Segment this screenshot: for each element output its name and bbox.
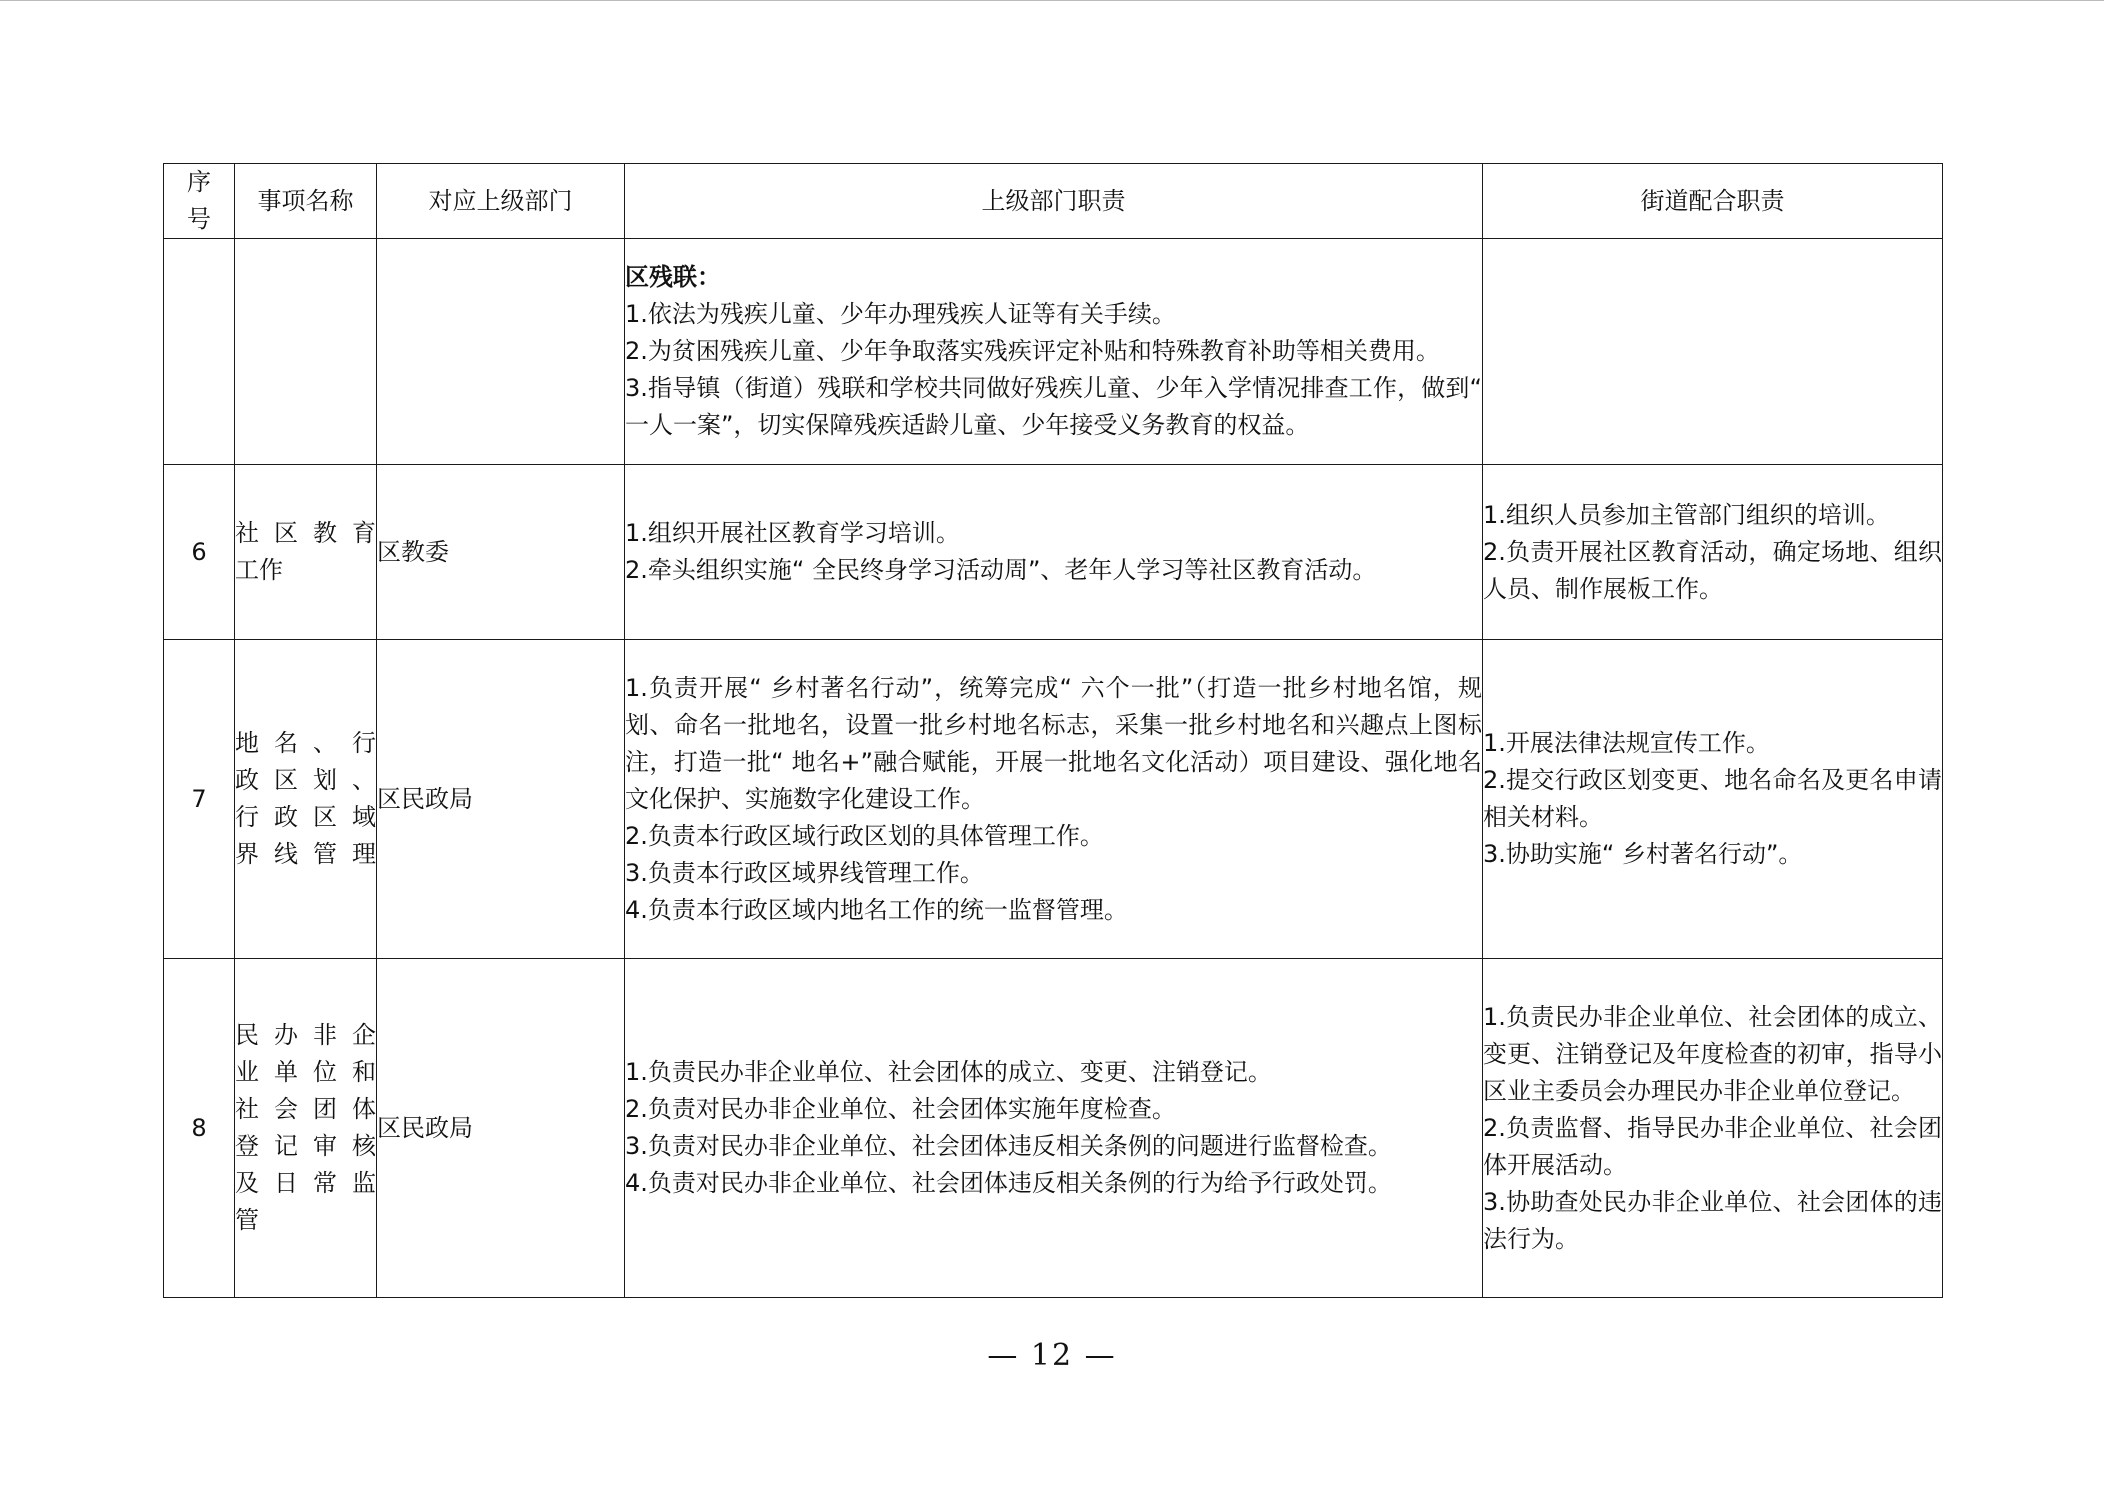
row-item-name: 地名、行 政区划、 行政区域 界线管理 [235, 640, 377, 959]
duty-table [163, 163, 1943, 1298]
row-item-name: 民办非企 业单位和 社会团体 登记审核 及日常监 管 [235, 959, 377, 1298]
duty-item: 2.负责对民办非企业单位、社会团体实施年度检查。 [625, 1095, 1176, 1123]
page-top-border [0, 0, 2104, 1]
table-row [164, 465, 1943, 640]
table-row [164, 239, 1943, 465]
row-street-duties [1483, 239, 1943, 465]
row-duties [625, 465, 1483, 640]
duties-title: 区残联： [625, 263, 721, 291]
row-dept: 区教委 [377, 465, 625, 640]
duty-item: 2.为贫困残疾儿童、少年争取落实残疾评定补贴和特殊教育补助等相关费用。 [625, 337, 1440, 365]
duty-item: 3.指导镇（街道）残联和学校共同做好残疾儿童、少年入学情况排查工作，做到“ 一人一案”，切实保障残疾适龄儿童、少年接受义务教育的权益。 [625, 374, 1482, 439]
page-number: — 12 — [987, 1338, 1117, 1373]
table-row [164, 640, 1943, 959]
duty-item: 2.负责本行政区域行政区划的具体管理工作。 [625, 821, 1104, 850]
duty-item: 3.负责本行政区域界线管理工作。 [625, 858, 984, 887]
row-dept: 区民政局 [377, 640, 625, 959]
duty-item: 2.牵头组织实施“ 全民终身学习活动周”、老年人学习等社区教育活动。 [625, 556, 1377, 584]
row-street-duties [1483, 465, 1943, 640]
header-item-name: 事项名称 [235, 164, 377, 239]
header-seq: 序 号 [164, 164, 235, 239]
duty-item: 1.依法为残疾儿童、少年办理残疾人证等有关手续。 [625, 300, 1176, 328]
row-seq: 6 [164, 465, 235, 640]
row-duties [625, 640, 1483, 959]
row-street-duties [1483, 959, 1943, 1298]
table-header-row [164, 164, 1943, 239]
header-dept: 对应上级部门 [377, 164, 625, 239]
table-row [164, 959, 1943, 1298]
duty-item: 1.组织开展社区教育学习培训。 [625, 519, 960, 547]
duty-item: 1.负责民办非企业单位、社会团体的成立、变更、注销登记。 [625, 1058, 1272, 1086]
header-duties: 上级部门职责 [625, 164, 1483, 239]
row-seq [164, 239, 235, 465]
header-street-duties: 街道配合职责 [1483, 164, 1943, 239]
row-item-name [235, 239, 377, 465]
row-seq: 7 [164, 640, 235, 959]
row-street-duties [1483, 640, 1943, 959]
row-dept [377, 239, 625, 465]
duty-item: 1.负责开展“ 乡村著名行动”，统筹完成“ 六个一批”（打造一批乡村地名馆，规划、命名一批地名，设置一批乡村地名标志，采集一批乡村地名和兴趣点上图标注，打造一批“ 地名+”融合赋能，开展一批地名文化活动）项目建设、强化地名文化保护、实施数字化建设工作。 [625, 673, 1482, 813]
row-item-name: 社区教育 工作 [235, 465, 377, 640]
row-seq: 8 [164, 959, 235, 1298]
street-item: 3.协助实施“ 乡村著名行动”。 [1483, 840, 1803, 868]
street-item: 2.负责开展社区教育活动，确定场地、组织人员、制作展板工作。 [1483, 537, 1942, 603]
street-item: 3.协助查处民办非企业单位、社会团体的违法行为。 [1483, 1187, 1942, 1253]
row-duties [625, 959, 1483, 1298]
duty-item: 4.负责本行政区域内地名工作的统一监督管理。 [625, 895, 1128, 924]
street-item: 2.提交行政区划变更、地名命名及更名申请相关材料。 [1483, 766, 1942, 831]
row-duties [625, 239, 1483, 465]
street-item: 1.组织人员参加主管部门组织的培训。 [1483, 500, 1890, 529]
row-dept: 区民政局 [377, 959, 625, 1298]
street-item: 2.负责监督、指导民办非企业单位、社会团体开展活动。 [1483, 1113, 1942, 1179]
street-item: 1.负责民办非企业单位、社会团体的成立、变更、注销登记及年度检查的初审，指导小区业主委员会办理民办非企业单位登记。 [1483, 1002, 1942, 1105]
duty-item: 4.负责对民办非企业单位、社会团体违反相关条例的行为给予行政处罚。 [625, 1169, 1392, 1197]
street-item: 1.开展法律法规宣传工作。 [1483, 729, 1770, 757]
duty-item: 3.负责对民办非企业单位、社会团体违反相关条例的问题进行监督检查。 [625, 1132, 1392, 1160]
